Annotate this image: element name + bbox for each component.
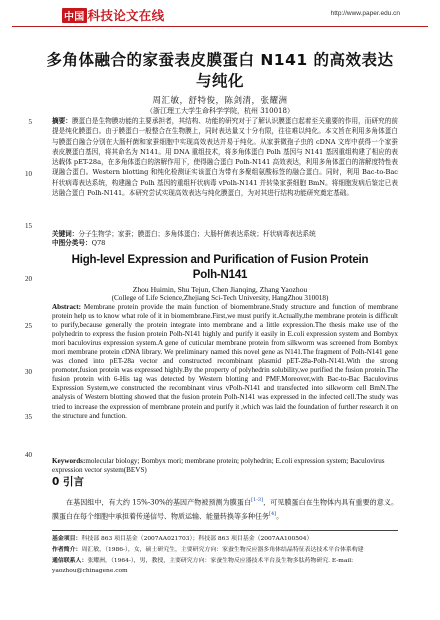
keywords-en-label: Keywords: xyxy=(52,457,86,465)
paper-title-en: High-level Expression and Purification of Fusion Protein Polh-N141 xyxy=(71,254,369,281)
classification-cn-label: 中图分类号： xyxy=(52,239,92,247)
line-number-40: 40 xyxy=(25,451,32,459)
footnote-label: 通信联系人： xyxy=(52,557,88,565)
paper-title-cn: 多角体融合的家蚕表皮膜蛋白 N141 的高效表达与纯化 xyxy=(46,51,394,90)
line-number-30: 30 xyxy=(25,368,32,376)
intro-text-a: 在基因组中，有大约 15%-30%的基因产物被预测为膜蛋白 xyxy=(66,498,252,507)
affiliation-cn: （浙江理工大学生命科学学院，杭州 310018） xyxy=(146,107,294,115)
classification-cn xyxy=(52,238,398,248)
footnote-contact xyxy=(52,556,398,575)
classification-cn-text: Q78 xyxy=(91,239,106,247)
keywords-cn-label: 关键词： xyxy=(52,230,79,238)
line-number-10: 10 xyxy=(25,170,32,178)
abstract-en xyxy=(52,303,398,421)
site-header xyxy=(12,4,428,27)
logo-text: 科技论文在线 xyxy=(87,8,165,23)
line-number-25: 25 xyxy=(25,322,32,330)
footnote-text: 科技部 863 项目基金（2007AA021703）；科技部 863 项目基金（2007AA100504） xyxy=(81,536,313,542)
line-number-20: 20 xyxy=(25,275,32,283)
intro-paragraph xyxy=(52,494,398,523)
line-number-35: 35 xyxy=(25,413,32,421)
citation-link-2[interactable]: [4] xyxy=(269,511,277,518)
authors-en: Zhou Huimin, Shu Tejun, Chen Jianqing, Zhang Yaozhou xyxy=(132,285,308,294)
footnote-funding xyxy=(52,534,398,544)
line-number-5: 5 xyxy=(28,118,32,126)
site-logo[interactable] xyxy=(62,6,164,24)
abstract-cn xyxy=(52,116,398,198)
site-url[interactable]: http://www.paper.edu.cn xyxy=(330,10,400,17)
abstract-en-label: Abstract: xyxy=(52,303,81,311)
line-number-15: 15 xyxy=(25,222,32,230)
keywords-cn-text: 分子生物学；家蚕；膜蛋白；多角体蛋白；大肠杆菌表达系统；杆状病毒表达系统 xyxy=(78,230,316,238)
citation-link-1[interactable]: [1-3] xyxy=(251,497,264,503)
abstract-cn-label: 摘要： xyxy=(52,117,72,125)
logo-box: 中国 xyxy=(62,8,87,23)
section-heading-intro: 0 引言 xyxy=(52,476,84,488)
intro-text-c: 。 xyxy=(276,512,284,521)
keywords-en-text: molecular biology; Bombyx mori; membrane protein; polyhedrin; E.coli expression system; Baculovirus expression vector system(BEVS) xyxy=(52,457,385,474)
footnote-label: 作者简介： xyxy=(52,546,82,554)
footnote-label: 基金项目： xyxy=(52,535,82,542)
authors-cn: 周汇敏，舒特俊，陈剑清，张耀洲 xyxy=(152,96,288,106)
affiliation-en: (College of Life Science,Zhejiang Sci-Tech University, HangZhou 310018) xyxy=(111,294,329,302)
footnotes xyxy=(52,530,398,577)
footnote-text: 周汇敏，（1986-），女，硕士研究生，主要研究方向：家蚕生物反应器多角体结晶特征表达技术平台体系构建 xyxy=(81,547,364,554)
keywords-en xyxy=(52,457,398,475)
footnote-author-bio xyxy=(52,545,398,555)
abstract-cn-text: 膜蛋白是生物膜功能的主要承担者，其结构、功能的研究对于了解认识膜蛋白起着至关重要的作用，而研究的前提是纯化膜蛋白。由于膜蛋白一般整合在生物膜上，同时表达量又十分有限，往往难以纯化。本文旨在利用多角体蛋白与膜蛋白融合分别在大肠杆菌和家蚕细胞中实现高效表达并易于纯化。从家蚕微孢子虫的 cDNA 文库中获得一个家蚕表皮膜蛋白基因，将其命名为 N141。用 DNA 重组技术，将多角体蛋白 Polh 基因与 N141 基因重组构建了相应的表达载体 pET-28a，在多角体蛋白的溶解作用下，使得融合蛋白 Polh-N141 高效表达，利用多角体蛋白的溶解度特性表现融合蛋白。Western blotting 和纯化检测证实该蛋白为带有多聚组氨酸标签的融合蛋白。同时，利用 Bac-to-Bac 杆状病毒表达系统，构建融合 Polh 基因的重组杆状病毒 vPolh-N141 并转染家蚕细胞 BmN。将细胞发病后鉴定已表达融合蛋白 Polh-N141。本研究尝试实现高效表达与纯化膜蛋白，为对其进行结构功能研究奠定基础。 xyxy=(52,117,399,198)
abstract-en-text: Membrane protein provide the main function of biomembrane.Study structure and function of membrane protein help us to know what role of it in biomembrane.First,we must purify it.Actually,the membrane protein is difficult to purify,because generally the protein integrate into membrane and a little expression.The thesis make use of the polyhedrin to express the fusion protein Polh-N141 highly and purify it easily in E.coli expression system and Bombyx mori baculovirus expression system.A gene of cuticular membrane protein from silkworm was screened from Bombyx mori membrane protein cDNA library. We preliminary named this novel gene as N141.The fragment of Polh-N141 gene was cloned into pET-28a vector and constructed recombinant plasmid pET-28a-Polh-N141.With the strong promoter,fusion protein was expressed highly.By the property of polyhedrin solubility,we purified the fusion protein.The fusion protein with 6-His tag was detected by Western blotting and PMF.Moreover,with Bac-to-Bac Baculovirus Expression System,we constructed the recombinant virus vPolh-N141 and transfected into silkworm cell BmN.The analysis of Western blotting showed that the fusion protein Polh-N141 was expressed in the infected cell.The study was tried to increase the expression of membrane protein and purify it ,which was laid the foundation of further research it on the structure and function. xyxy=(52,303,399,420)
intro-text-b: ，可见膜蛋白在生物体内具有重要的意义。膜蛋白在每个细胞中承担着传递信号、物质运输、能量转换等多种任务 xyxy=(52,498,398,521)
footnote-text: 张耀洲，（1964-），男，教授，主要研究方向：家蚕生物反应器技术平台及生物多肽药物研究. E-mail: yaozhou@chinagene.com xyxy=(52,558,354,574)
